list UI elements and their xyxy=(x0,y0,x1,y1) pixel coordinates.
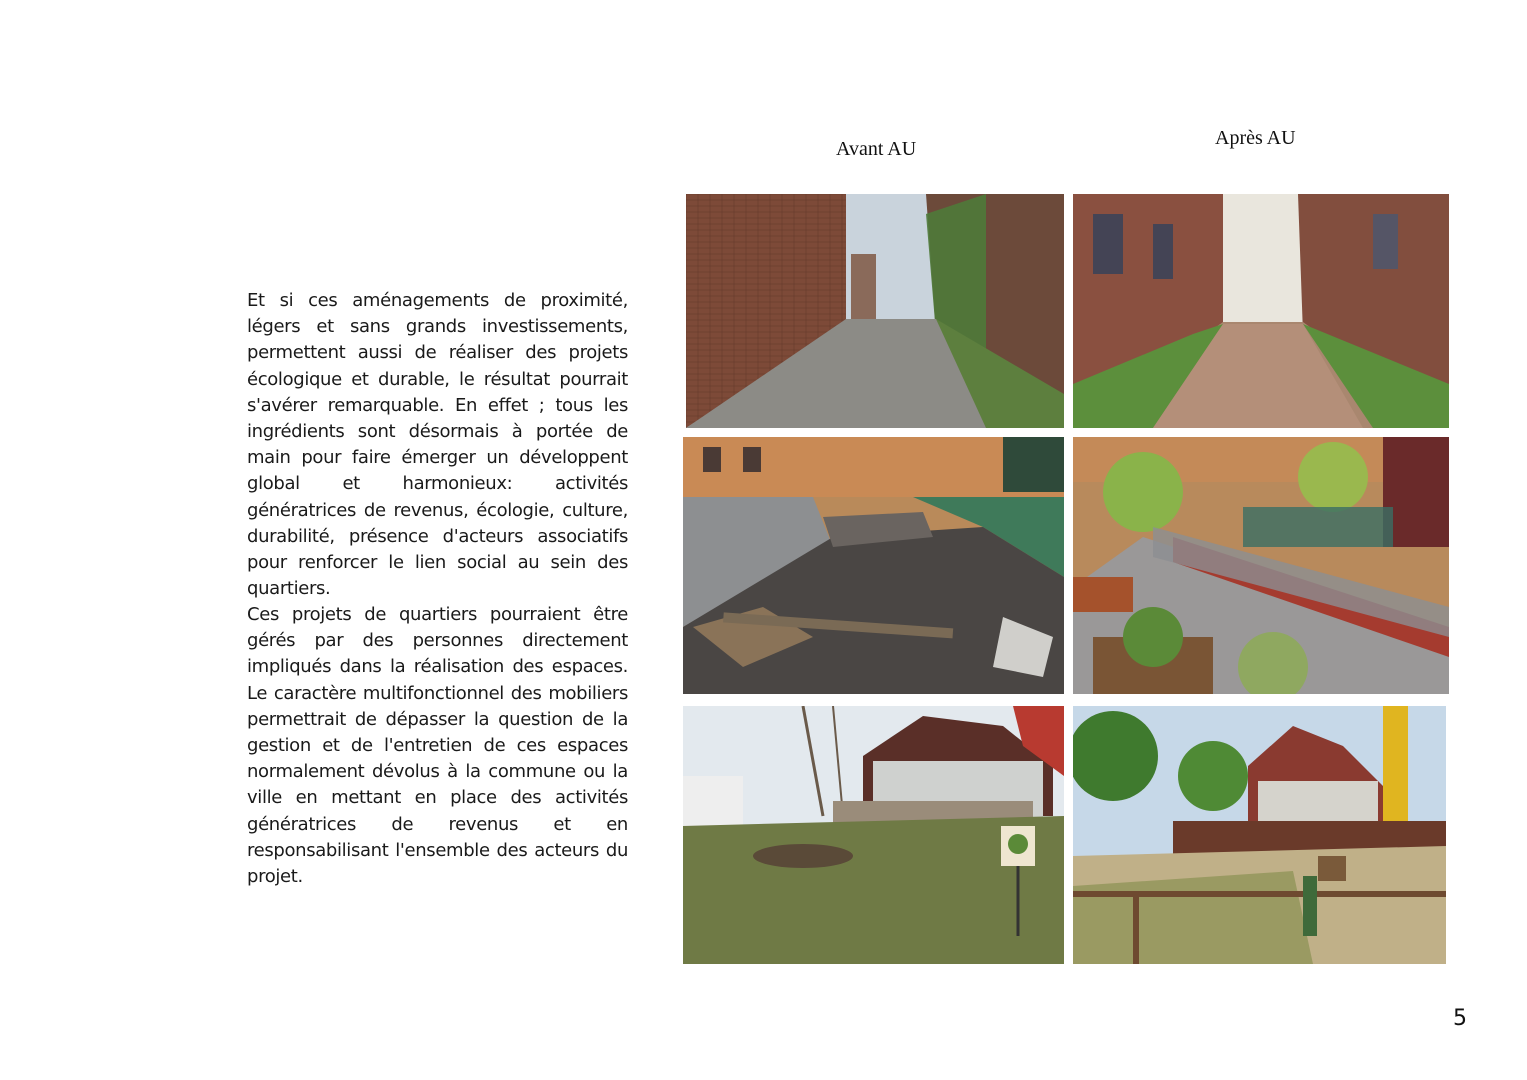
paragraph-2: Ces projets de quartiers pourraient être gérés par des personnes directement impliqués dans la réalisation des espaces. Le caractère multifonctionnel des mobiliers permettrait de dépasser la question de la gestion et de l'entretien de ces espaces normalement dévolus à la commune ou la ville en mettant en place des activités génératrices de revenus et en responsabilisant l'ensemble des acteurs du projet. xyxy=(247,604,628,888)
paragraph-1: Et si ces aménagements de proximité, légers et sans grands investissements, permettent aussi de réaliser des projets écologique et durable, le résultat pourrait s'avérer remarquable. En effet ; tous les ingrédients sont désormais à portée de main pour faire émerger un développent global et harmonieux: activités génératrices de revenus, écologie, culture, durabilité, présence d'acteurs associatifs pour renforcer le lien social au sein des quartiers. xyxy=(247,290,628,600)
photo-alley-before xyxy=(686,194,1064,428)
column-label-before: Avant AU xyxy=(836,138,917,160)
photo-alley-after xyxy=(1073,194,1449,428)
page-number: 5 xyxy=(1453,1006,1467,1031)
column-label-after: Après AU xyxy=(1215,127,1296,149)
photo-yard-before xyxy=(683,706,1064,964)
photo-plaza-after xyxy=(1073,437,1449,694)
photo-yard-after xyxy=(1073,706,1446,964)
photo-plaza-before xyxy=(683,437,1064,694)
